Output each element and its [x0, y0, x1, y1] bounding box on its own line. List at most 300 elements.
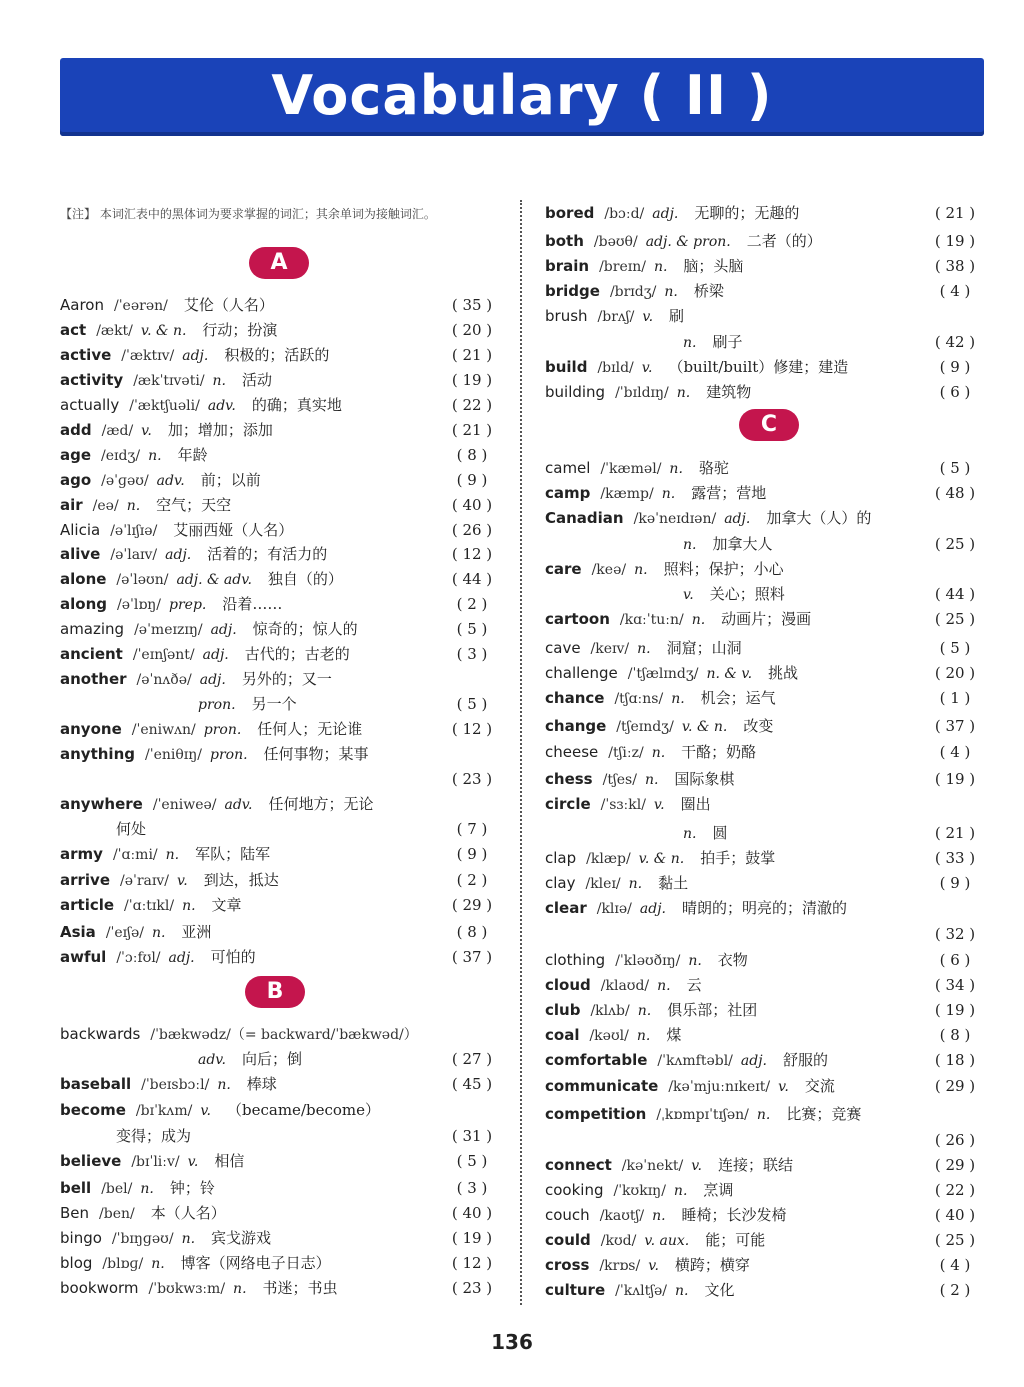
part-of-speech: n.: [671, 691, 685, 707]
vocab-word: awful: [60, 948, 107, 966]
meaning: 俱乐部；社团: [667, 1001, 758, 1019]
lesson-ref: ( 33 ): [934, 849, 976, 867]
meaning: 到达，抵达: [203, 871, 279, 889]
meaning: 钟；铃: [169, 1179, 215, 1197]
vocab-entry: [545, 279, 981, 304]
vocab-word: anything: [60, 745, 135, 763]
part-of-speech: n.: [637, 1003, 652, 1019]
meaning: 棒球: [246, 1075, 277, 1093]
vocab-entry: [545, 1074, 981, 1099]
vocab-entry: [60, 1149, 498, 1174]
vocab-word: cave: [545, 639, 581, 657]
part-of-speech: n.: [756, 1107, 771, 1123]
vocab-entry: [545, 1153, 981, 1178]
phonetic: /ˈeniθɪŋ/: [145, 747, 202, 763]
vocab-word: challenge: [545, 664, 618, 682]
vocab-word: another: [60, 670, 127, 688]
vocab-word: Canadian: [545, 509, 624, 527]
lesson-ref: ( 40 ): [451, 1204, 493, 1222]
vocab-word: bored: [545, 204, 595, 222]
phonetic: /tʃeɪndʒ/: [616, 719, 674, 735]
lesson-ref: ( 4 ): [939, 1256, 971, 1274]
phonetic: /ˈbɪldɪŋ/: [615, 385, 669, 401]
vocab-word: air: [60, 496, 83, 514]
lesson-ref: ( 2 ): [456, 871, 488, 889]
part-of-speech: adj.: [639, 901, 667, 917]
vocab-entry: [60, 920, 498, 945]
lesson-ref: ( 3 ): [456, 645, 488, 663]
phonetic: /kəˈnekt/: [621, 1158, 684, 1174]
meaning: 何处: [116, 820, 147, 838]
meaning: 二者（的）: [746, 232, 822, 250]
vocab-word: arrive: [60, 871, 111, 889]
lesson-ref: ( 21 ): [451, 346, 493, 364]
meaning: 空气；天空: [156, 496, 232, 514]
phonetic: /klʌb/: [590, 1003, 630, 1019]
part-of-speech: n.: [182, 898, 196, 914]
meaning: 年龄: [177, 446, 208, 464]
phonetic: /ˈtʃælɪndʒ/: [627, 666, 699, 682]
phonetic: /ˈkləʊðɪŋ/: [615, 953, 681, 969]
lesson-ref: ( 34 ): [934, 976, 976, 994]
meaning: 交流: [804, 1077, 835, 1095]
meaning: 亚洲: [181, 923, 212, 941]
vocab-word: both: [545, 232, 584, 250]
meaning: 关心；照料: [709, 585, 785, 603]
phonetic: /brɪdʒ/: [609, 284, 657, 300]
meaning: 任何人；无论谁: [257, 720, 363, 738]
vocab-entry: [60, 1276, 498, 1301]
vocab-entry: [60, 318, 498, 343]
meaning: 相信: [214, 1152, 245, 1170]
phonetic: /əˈləʊn/: [116, 572, 169, 588]
vocab-word: culture: [545, 1281, 606, 1299]
vocab-entry: [545, 636, 981, 661]
part-of-speech: n.: [217, 1077, 231, 1093]
meaning: 沿着……: [222, 595, 283, 613]
lesson-ref: ( 20 ): [934, 664, 976, 682]
vocab-entry: [545, 229, 981, 254]
vocab-word: cheese: [545, 743, 599, 761]
lesson-ref: ( 22 ): [451, 396, 493, 414]
meaning: 军队；陆军: [195, 845, 271, 863]
vocab-entry: [545, 1228, 981, 1253]
part-of-speech: adj.: [724, 511, 751, 527]
part-of-speech: n.: [126, 498, 141, 514]
page-number: 136: [491, 1330, 533, 1354]
vocab-word: cartoon: [545, 610, 610, 628]
phonetic: /krɒs/: [599, 1258, 641, 1274]
vocab-entry: [545, 922, 981, 947]
phonetic: /klæp/: [586, 851, 631, 867]
part-of-speech: v.: [642, 309, 654, 325]
vocab-word: anywhere: [60, 795, 143, 813]
phonetic: /kəˈmjuːnɪkeɪt/: [668, 1079, 771, 1095]
vocab-entry: [545, 896, 981, 921]
phonetic: /kəʊl/: [589, 1028, 629, 1044]
lesson-ref: ( 5 ): [456, 1152, 488, 1170]
vocab-entry: [545, 456, 981, 481]
meaning: 独自（的）: [267, 570, 343, 588]
part-of-speech: n. & v.: [706, 666, 753, 682]
lesson-ref: ( 25 ): [934, 1231, 976, 1249]
lesson-ref: ( 22 ): [934, 1181, 976, 1199]
lesson-ref: ( 48 ): [934, 484, 976, 502]
phonetic: /ˈæktɪv/: [121, 348, 175, 364]
meaning: 舒服的: [783, 1051, 829, 1069]
vocab-entry: [545, 1253, 981, 1278]
part-of-speech: n.: [683, 335, 697, 351]
vocab-entry: [545, 1178, 981, 1203]
lesson-ref: ( 44 ): [451, 570, 493, 588]
vocab-word: coal: [545, 1026, 580, 1044]
meaning: 比赛；竞赛: [786, 1105, 862, 1123]
part-of-speech: v. aux.: [644, 1233, 690, 1249]
part-of-speech: n.: [148, 448, 162, 464]
vocab-word: amazing: [60, 620, 125, 638]
vocab-entry: [545, 506, 981, 531]
phonetic: /bɪld/: [597, 360, 634, 376]
part-of-speech: n.: [683, 826, 697, 842]
meaning: 任何事物；某事: [263, 745, 369, 763]
meaning: 拍手；鼓掌: [700, 849, 776, 867]
vocab-word: comfortable: [545, 1051, 648, 1069]
meaning: 博客（网络电子日志）: [180, 1254, 331, 1272]
part-of-speech: v.: [653, 797, 665, 813]
phonetic: /ˈbʊkwɜːm/: [148, 1281, 226, 1297]
vocab-entry: [545, 330, 981, 355]
vocab-word: bell: [60, 1179, 92, 1197]
vocab-word: connect: [545, 1156, 612, 1174]
part-of-speech: n.: [644, 772, 659, 788]
part-of-speech: adj.: [199, 672, 226, 688]
vocab-entry: [60, 893, 498, 918]
vocab-word: competition: [545, 1105, 647, 1123]
part-of-speech: v. & n.: [140, 323, 187, 339]
meaning: 另一个: [251, 695, 297, 713]
vocab-entry: [545, 973, 981, 998]
meaning: （built/built）修建；建造: [668, 358, 849, 376]
vocab-word: along: [60, 595, 107, 613]
part-of-speech: n.: [676, 385, 691, 401]
vocab-entry: [545, 740, 981, 765]
part-of-speech: n.: [675, 1283, 689, 1299]
lesson-ref: ( 44 ): [934, 585, 976, 603]
lesson-ref: ( 5 ): [456, 695, 488, 713]
lesson-ref: ( 4 ): [939, 743, 971, 761]
phonetic: /ˈkʌmftəbl/: [657, 1053, 733, 1069]
phonetic: /ˈeniwʌn/: [131, 722, 196, 738]
lesson-ref: ( 19 ): [934, 232, 976, 250]
lesson-ref: ( 9 ): [456, 471, 488, 489]
vocab-entry: [545, 714, 981, 739]
vocab-entry: [60, 1176, 498, 1201]
lesson-ref: ( 5 ): [939, 639, 971, 657]
vocab-entry: [545, 792, 981, 817]
part-of-speech: n.: [181, 1231, 196, 1247]
lesson-ref: ( 38 ): [934, 257, 976, 275]
part-of-speech: adj.: [168, 950, 195, 966]
meaning: 宾戈游戏: [211, 1229, 272, 1247]
vocab-entry: [545, 254, 981, 279]
vocab-entry: [60, 343, 498, 368]
meaning: 加；增加；添加: [167, 421, 273, 439]
vocab-word: baseball: [60, 1075, 132, 1093]
vocab-entry: [60, 592, 498, 617]
vocab-entry: [60, 518, 498, 543]
vocab-entry: [60, 667, 498, 692]
phonetic: /brʌʃ/: [597, 309, 635, 325]
meaning: 前；以前: [200, 471, 261, 489]
part-of-speech: v.: [641, 360, 653, 376]
lesson-ref: ( 32 ): [934, 925, 976, 943]
lesson-ref: ( 19 ): [451, 1229, 493, 1247]
meaning: 刷子: [712, 333, 743, 351]
vocab-entry: [60, 293, 498, 318]
vocab-entry: [60, 493, 498, 518]
lesson-ref: ( 25 ): [934, 610, 976, 628]
vocab-entry: [545, 686, 981, 711]
phonetic: /keə/: [591, 562, 627, 578]
lesson-ref: ( 26 ): [451, 521, 493, 539]
vocab-entry: [60, 1226, 498, 1251]
meaning: 机会；运气: [700, 689, 776, 707]
part-of-speech: v.: [177, 873, 188, 889]
vocab-word: ancient: [60, 645, 123, 663]
meaning: 横跨；横穿: [674, 1256, 750, 1274]
part-of-speech: v.: [691, 1158, 702, 1174]
vocab-word: backwards: [60, 1025, 141, 1043]
part-of-speech: v.: [778, 1079, 789, 1095]
part-of-speech: n.: [651, 745, 666, 761]
vocab-word: cross: [545, 1256, 590, 1274]
lesson-ref: ( 9 ): [939, 874, 971, 892]
lesson-ref: ( 19 ): [451, 371, 493, 389]
phonetic: /klaʊd/: [600, 978, 650, 994]
vocab-entry: [60, 945, 498, 970]
meaning: 活动: [242, 371, 273, 389]
part-of-speech: n.: [691, 612, 706, 628]
vocab-word: camel: [545, 459, 591, 477]
meaning: 建筑物: [706, 383, 752, 401]
lesson-ref: ( 8 ): [456, 446, 488, 464]
phonetic: /tʃes/: [602, 772, 637, 788]
vocab-word: clothing: [545, 951, 606, 969]
meaning: 烹调: [703, 1181, 734, 1199]
part-of-speech: adj. & adv.: [176, 572, 252, 588]
vocab-entry: [60, 1022, 498, 1047]
vocab-entry: [60, 542, 498, 567]
vocab-entry: [60, 393, 498, 418]
meaning: 衣物: [717, 951, 748, 969]
phonetic: /ˌkɒmpɪˈtɪʃən/: [656, 1107, 749, 1123]
vocab-entry: [60, 1098, 498, 1123]
phonetic: /ˈeɪnʃənt/: [132, 647, 195, 663]
lesson-ref: ( 29 ): [451, 896, 493, 914]
meaning: 圈出: [680, 795, 711, 813]
vocab-word: building: [545, 383, 606, 401]
lesson-ref: ( 6 ): [939, 951, 971, 969]
phonetic: /ˈkʌltʃə/: [615, 1283, 668, 1299]
lesson-ref: ( 29 ): [934, 1156, 976, 1174]
phonetic: /tʃɑːns/: [614, 691, 664, 707]
vocab-word: actually: [60, 396, 120, 414]
meaning: 古代的；古老的: [244, 645, 350, 663]
part-of-speech: adv.: [198, 1052, 227, 1068]
vocab-entry: [545, 871, 981, 896]
section-badge-b: B: [245, 976, 305, 1008]
phonetic: /əˈlaɪv/: [110, 547, 158, 563]
vocab-entry: [60, 642, 498, 667]
phonetic: /ˈbækwədz/（= backward/ˈbækwəd/）: [150, 1027, 418, 1043]
meaning: 本（人名）: [150, 1204, 226, 1222]
vocab-word: communicate: [545, 1077, 659, 1095]
vocab-word: anyone: [60, 720, 122, 738]
part-of-speech: v.: [683, 587, 694, 603]
meaning: 另外的；又一: [241, 670, 332, 688]
lesson-ref: ( 40 ): [934, 1206, 976, 1224]
part-of-speech: adj.: [652, 206, 679, 222]
lesson-ref: ( 12 ): [451, 1254, 493, 1272]
column-divider: [520, 200, 522, 1305]
phonetic: /kʊd/: [600, 1233, 637, 1249]
lesson-ref: ( 7 ): [456, 820, 488, 838]
vocab-entry: [545, 948, 981, 973]
phonetic: /eə/: [92, 498, 119, 514]
meaning: 改变: [743, 717, 774, 735]
part-of-speech: v.: [187, 1154, 199, 1170]
part-of-speech: n.: [165, 847, 180, 863]
meaning: 洞窟；山洞: [666, 639, 742, 657]
note-text: 【注】 本词汇表中的黑体词为要求掌握的词汇；其余单词为接触词汇。: [60, 207, 436, 221]
vocab-entry: [545, 1048, 981, 1073]
vocab-entry: [60, 1072, 498, 1097]
part-of-speech: n.: [688, 953, 702, 969]
section-badge-a: A: [249, 247, 309, 279]
part-of-speech: pron.: [203, 722, 242, 738]
part-of-speech: n.: [653, 259, 668, 275]
vocab-entry: [545, 607, 981, 632]
lesson-ref: ( 18 ): [934, 1051, 976, 1069]
vocab-word: believe: [60, 1152, 122, 1170]
vocab-word: bingo: [60, 1229, 102, 1247]
meaning: 动画片；漫画: [721, 610, 812, 628]
phonetic: /əˈlɪʃɪə/: [110, 523, 158, 539]
part-of-speech: n.: [669, 461, 683, 477]
meaning: 露营；营地: [691, 484, 767, 502]
lesson-ref: ( 42 ): [934, 333, 976, 351]
vocab-entry: [60, 817, 498, 842]
vocab-word: army: [60, 845, 103, 863]
vocab-word: change: [545, 717, 607, 735]
meaning: 国际象棋: [674, 770, 735, 788]
phonetic: /bɪˈliːv/: [131, 1154, 180, 1170]
part-of-speech: v.: [141, 423, 152, 439]
part-of-speech: adv.: [224, 797, 253, 813]
phonetic: /bɪˈkʌm/: [135, 1103, 193, 1119]
vocab-entry: [545, 380, 981, 405]
vocab-entry: [60, 868, 498, 893]
part-of-speech: adj.: [202, 647, 229, 663]
lesson-ref: ( 5 ): [456, 620, 488, 638]
phonetic: /æd/: [101, 423, 134, 439]
part-of-speech: n.: [151, 1256, 165, 1272]
lesson-ref: ( 6 ): [939, 383, 971, 401]
meaning: 惊奇的；惊人的: [252, 620, 358, 638]
vocab-word: cloud: [545, 976, 591, 994]
phonetic: /bel/: [101, 1181, 133, 1197]
lesson-ref: ( 45 ): [451, 1075, 493, 1093]
lesson-ref: ( 37 ): [451, 948, 493, 966]
phonetic: /ˈkæməl/: [600, 461, 662, 477]
lesson-ref: ( 19 ): [934, 1001, 976, 1019]
meaning: 行动；扮演: [202, 321, 278, 339]
part-of-speech: n.: [140, 1181, 154, 1197]
vocab-word: Asia: [60, 923, 96, 941]
lesson-ref: ( 37 ): [934, 717, 976, 735]
lesson-ref: ( 8 ): [939, 1026, 971, 1044]
meaning: 圆: [712, 824, 728, 842]
lesson-ref: ( 8 ): [456, 923, 488, 941]
vocab-word: chess: [545, 770, 593, 788]
page-title: Vocabulary ( II ): [271, 64, 773, 127]
meaning: 加拿大（人）的: [766, 509, 872, 527]
vocab-entry: [545, 998, 981, 1023]
vocab-entry: [60, 742, 498, 767]
meaning: 任何地方；无论: [268, 795, 374, 813]
vocab-word: club: [545, 1001, 581, 1019]
vocab-word: care: [545, 560, 582, 578]
meaning: 书迷；书虫: [262, 1279, 338, 1297]
meaning: 加拿大人: [712, 535, 773, 553]
vocab-word: act: [60, 321, 87, 339]
lesson-ref: ( 2 ): [456, 595, 488, 613]
meaning: 晴朗的；明亮的；清澈的: [682, 899, 848, 917]
vocab-word: bridge: [545, 282, 600, 300]
vocab-entry: [60, 1201, 498, 1226]
phonetic: /kɑːˈtuːn/: [619, 612, 684, 628]
vocab-entry: [60, 617, 498, 642]
lesson-ref: ( 21 ): [451, 421, 493, 439]
part-of-speech: n.: [233, 1281, 247, 1297]
lesson-ref: ( 40 ): [451, 496, 493, 514]
lesson-ref: ( 23 ): [451, 770, 493, 788]
vocab-entry: [545, 481, 981, 506]
part-of-speech: v.: [200, 1103, 212, 1119]
part-of-speech: n.: [661, 486, 676, 502]
lesson-ref: ( 3 ): [456, 1179, 488, 1197]
vocab-word: Aaron: [60, 296, 104, 314]
part-of-speech: pron.: [198, 697, 236, 713]
vocab-entry: [60, 717, 498, 742]
vocab-entry: [60, 1047, 498, 1072]
part-of-speech: n.: [151, 925, 166, 941]
lesson-ref: ( 31 ): [451, 1127, 493, 1145]
lesson-ref: ( 35 ): [451, 296, 493, 314]
right-column: [545, 0, 981, 1387]
phonetic: /ˈbeɪsbɔːl/: [141, 1077, 210, 1093]
meaning: 向后；倒: [242, 1050, 303, 1068]
lesson-ref: ( 25 ): [934, 535, 976, 553]
meaning: 黏土: [658, 874, 689, 892]
phonetic: /ˈbɪŋɡəʊ/: [111, 1231, 174, 1247]
meaning: 文化: [704, 1281, 735, 1299]
vocab-word: Ben: [60, 1204, 90, 1222]
part-of-speech: n.: [637, 641, 651, 657]
vocab-entry: [60, 418, 498, 443]
vocab-entry: [545, 1102, 981, 1127]
vocab-word: cooking: [545, 1181, 604, 1199]
